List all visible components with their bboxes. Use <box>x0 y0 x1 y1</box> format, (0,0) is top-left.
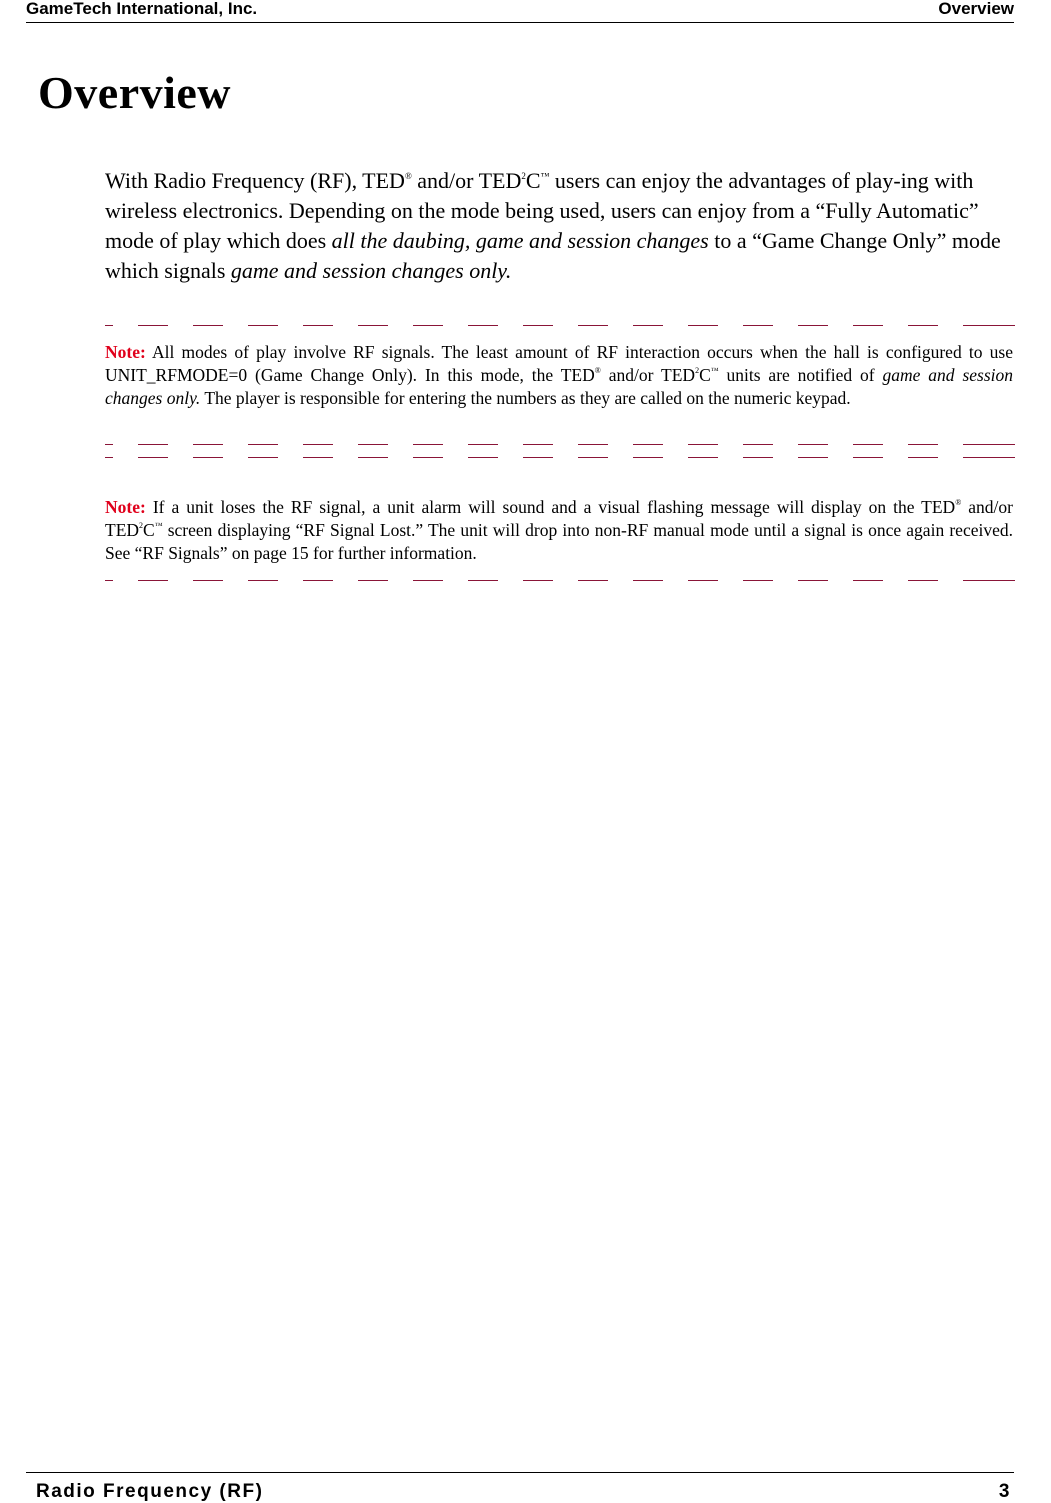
page-footer <box>26 1472 1014 1501</box>
note-divider <box>105 444 1015 445</box>
header-section: Overview <box>938 0 1014 18</box>
note-label: Note: <box>105 497 146 517</box>
note-label: Note: <box>105 342 146 362</box>
note-signal-lost: Note: If a unit loses the RF signal, a unit alarm will sound and a visual flashing message will display on the TED® and/or TED$^2$C™ screen displaying “RF Signal Lost.” The unit will drop into non-RF manual mode until a signal is once again received. See “RF Signals” on page 15 for further information. <box>105 497 1013 563</box>
page-number: 3 <box>998 1481 1011 1502</box>
note-divider <box>105 325 1015 326</box>
page-header <box>26 0 1014 23</box>
intro-paragraph: With Radio Frequency (RF), TED® and/or TED$^2$C™ users can enjoy the advantages of play-ing with wireless electronics. Depending on the mode being used, users can enjoy from a “Fully Automatic” mode of play which does all the daubing, game and session changes to a “Game Change Only” mode which signals game and session changes only. <box>105 168 1001 283</box>
header-company: GameTech International, Inc. <box>26 0 258 18</box>
note-divider <box>105 457 1015 458</box>
footer-chapter: Radio Frequency (RF) <box>36 1481 264 1502</box>
note-divider <box>105 580 1015 581</box>
note-rf-modes: Note: All modes of play involve RF signals. The least amount of RF interaction occurs when the hall is configured to use UNIT_RFMODE=0 (Game Change Only). In this mode, the TED® and/or TED$^2$C™ units are notified of game and session changes only. The player is responsible for entering the numbers as they are called on the numeric keypad. <box>105 342 1014 408</box>
page-title: Overview <box>38 67 232 118</box>
